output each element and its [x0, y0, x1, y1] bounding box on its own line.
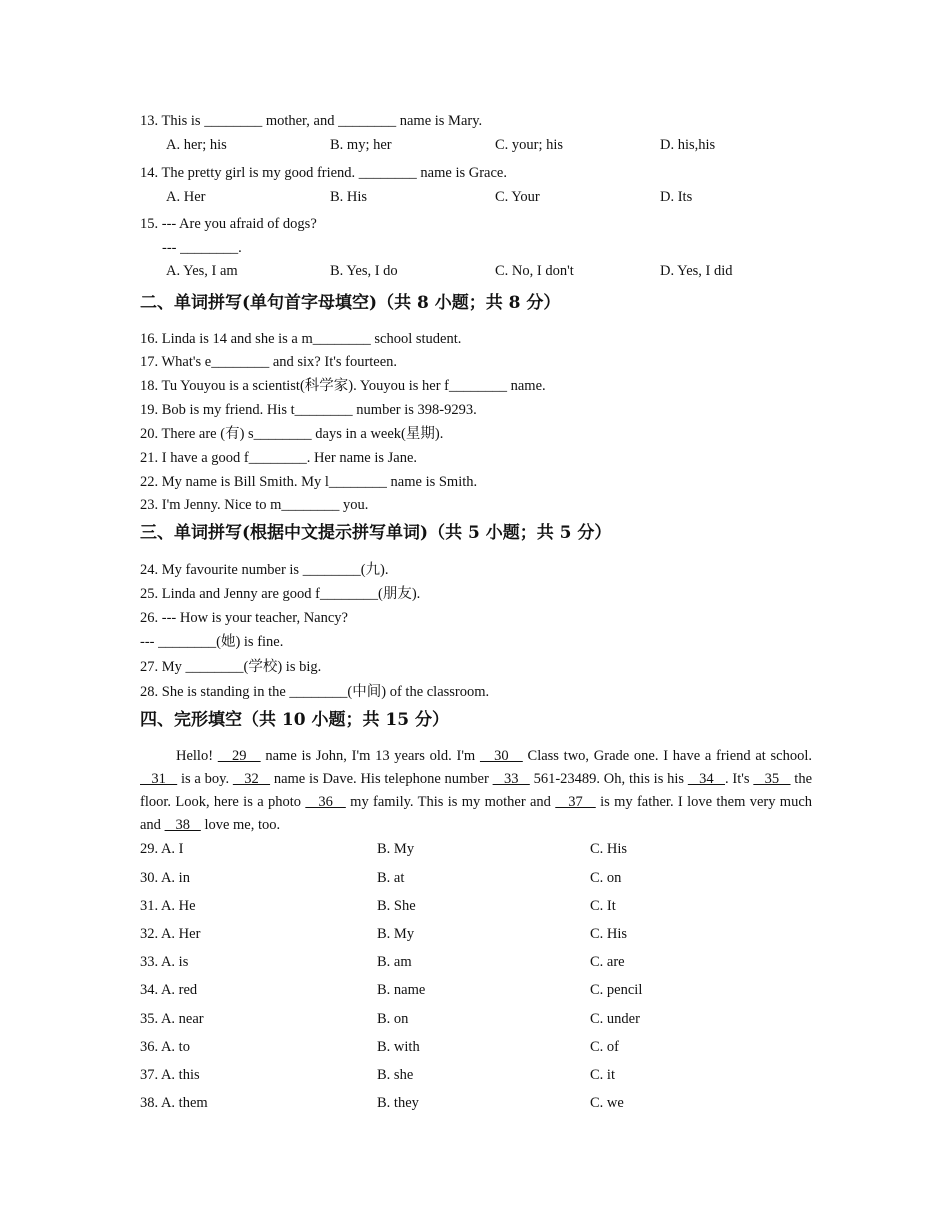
question-21: 21. I have a good f________. Her name is Jane. — [140, 450, 418, 466]
cloze-option: C. of — [590, 1039, 619, 1055]
question-13-option-c: C. your; his — [495, 137, 564, 153]
cloze-option: C. pencil — [590, 982, 643, 998]
passage-text: name is John, I'm 13 years old. I'm — [260, 748, 480, 764]
cloze-blank: 29 — [217, 748, 261, 764]
cloze-blank: 35 — [753, 771, 791, 787]
question-15-option-c: C. No, I don't — [495, 263, 574, 279]
passage-text: is my father. I love them very much and — [140, 794, 813, 833]
cloze-option: B. with — [377, 1039, 420, 1055]
question-14-stem: 14. The pretty girl is my good friend. ________ name is Grace. — [140, 165, 507, 181]
question-13-option-a: A. her; his — [166, 137, 227, 153]
question-17: 17. What's e________ and six? It's fourteen. — [140, 354, 398, 370]
passage-text: my family. This is my mother and — [345, 794, 556, 810]
cloze-blank: 30 — [479, 748, 523, 764]
question-14-option-a: A. Her — [166, 189, 206, 205]
question-19: 19. Bob is my friend. His t________ number is 398-9293. — [140, 402, 477, 418]
cloze-option: C. on — [590, 870, 622, 886]
question-15-response: --- ________. — [162, 240, 242, 256]
passage-text: Hello! — [176, 748, 218, 764]
question-13-option-d: D. his,his — [660, 137, 716, 153]
cloze-blank: 36 — [305, 794, 346, 810]
question-15-option-a: A. Yes, I am — [166, 263, 238, 279]
question-18: 18. Tu Youyou is a scientist(科学家). Youyou is her f________ name. — [140, 378, 546, 394]
cloze-passage — [140, 745, 812, 837]
section-2-heading: 二、单词拼写(单句首字母填空)（共 8 小题；共 8 分） — [140, 293, 561, 313]
question-26-response: --- ________(她) is fine. — [140, 634, 284, 650]
cloze-option: C. are — [590, 954, 625, 970]
cloze-option: B. on — [377, 1011, 409, 1027]
question-22: 22. My name is Bill Smith. My l________ name is Smith. — [140, 474, 478, 490]
cloze-blank: 38 — [164, 817, 201, 833]
cloze-option: 31. A. He — [140, 898, 196, 914]
question-15-option-b: B. Yes, I do — [330, 263, 398, 279]
cloze-option: 34. A. red — [140, 982, 198, 998]
cloze-option: B. She — [377, 898, 416, 914]
question-15-option-d: D. Yes, I did — [660, 263, 733, 279]
question-26: 26. --- How is your teacher, Nancy? — [140, 610, 348, 626]
cloze-blank: 33 — [492, 771, 530, 787]
cloze-option: 33. A. is — [140, 954, 189, 970]
cloze-blank: 31 — [140, 771, 178, 787]
cloze-option: B. My — [377, 841, 415, 857]
cloze-option: B. am — [377, 954, 412, 970]
cloze-option: 36. A. to — [140, 1039, 190, 1055]
cloze-option: B. at — [377, 870, 405, 886]
section-3-heading: 三、单词拼写(根据中文提示拼写单词)（共 5 小题；共 5 分） — [140, 523, 612, 543]
cloze-option: B. My — [377, 926, 415, 942]
passage-text: love me, too. — [200, 817, 281, 833]
passage-text: is a boy. — [177, 771, 233, 787]
passage-text: Class two, Grade one. I have a friend at school. — [522, 748, 813, 764]
cloze-option: 35. A. near — [140, 1011, 204, 1027]
question-27: 27. My ________(学校) is big. — [140, 659, 322, 675]
cloze-option: C. under — [590, 1011, 640, 1027]
question-14-option-c: C. Your — [495, 189, 540, 205]
question-13-stem: 13. This is ________ mother, and ________ name is Mary. — [140, 113, 483, 129]
passage-text: . It's — [725, 771, 754, 787]
cloze-option: C. we — [590, 1095, 624, 1111]
question-28: 28. She is standing in the ________(中间) of the classroom. — [140, 684, 490, 700]
question-24: 24. My favourite number is ________(九). — [140, 562, 389, 578]
cloze-option: B. name — [377, 982, 426, 998]
question-14-option-b: B. His — [330, 189, 368, 205]
question-15-stem: 15. --- Are you afraid of dogs? — [140, 216, 317, 232]
cloze-option: C. it — [590, 1067, 615, 1083]
question-14-option-d: D. Its — [660, 189, 693, 205]
cloze-option: B. she — [377, 1067, 414, 1083]
cloze-blank: 37 — [555, 794, 596, 810]
cloze-option: 38. A. them — [140, 1095, 208, 1111]
question-16: 16. Linda is 14 and she is a m________ school student. — [140, 331, 462, 347]
cloze-blank: 32 — [232, 771, 271, 787]
passage-text: name is Dave. His telephone number — [270, 771, 493, 787]
cloze-option: 32. A. Her — [140, 926, 201, 942]
question-20: 20. There are (有) s________ days in a week(星期). — [140, 426, 444, 442]
question-23: 23. I'm Jenny. Nice to m________ you. — [140, 497, 369, 513]
cloze-option: 37. A. this — [140, 1067, 200, 1083]
passage-text: 561-23489. Oh, this is his — [529, 771, 688, 787]
cloze-option: 30. A. in — [140, 870, 190, 886]
section-4-heading: 四、完形填空（共 10 小题；共 15 分） — [140, 710, 449, 730]
cloze-option: 29. A. I — [140, 841, 184, 857]
passage-text: the floor. Look, here is a photo — [140, 771, 813, 810]
cloze-option: C. It — [590, 898, 616, 914]
question-13-option-b: B. my; her — [330, 137, 392, 153]
question-25: 25. Linda and Jenny are good f________(朋友). — [140, 586, 421, 602]
cloze-option: C. His — [590, 926, 628, 942]
cloze-blank: 34 — [687, 771, 726, 787]
cloze-option: B. they — [377, 1095, 419, 1111]
cloze-option: C. His — [590, 841, 628, 857]
